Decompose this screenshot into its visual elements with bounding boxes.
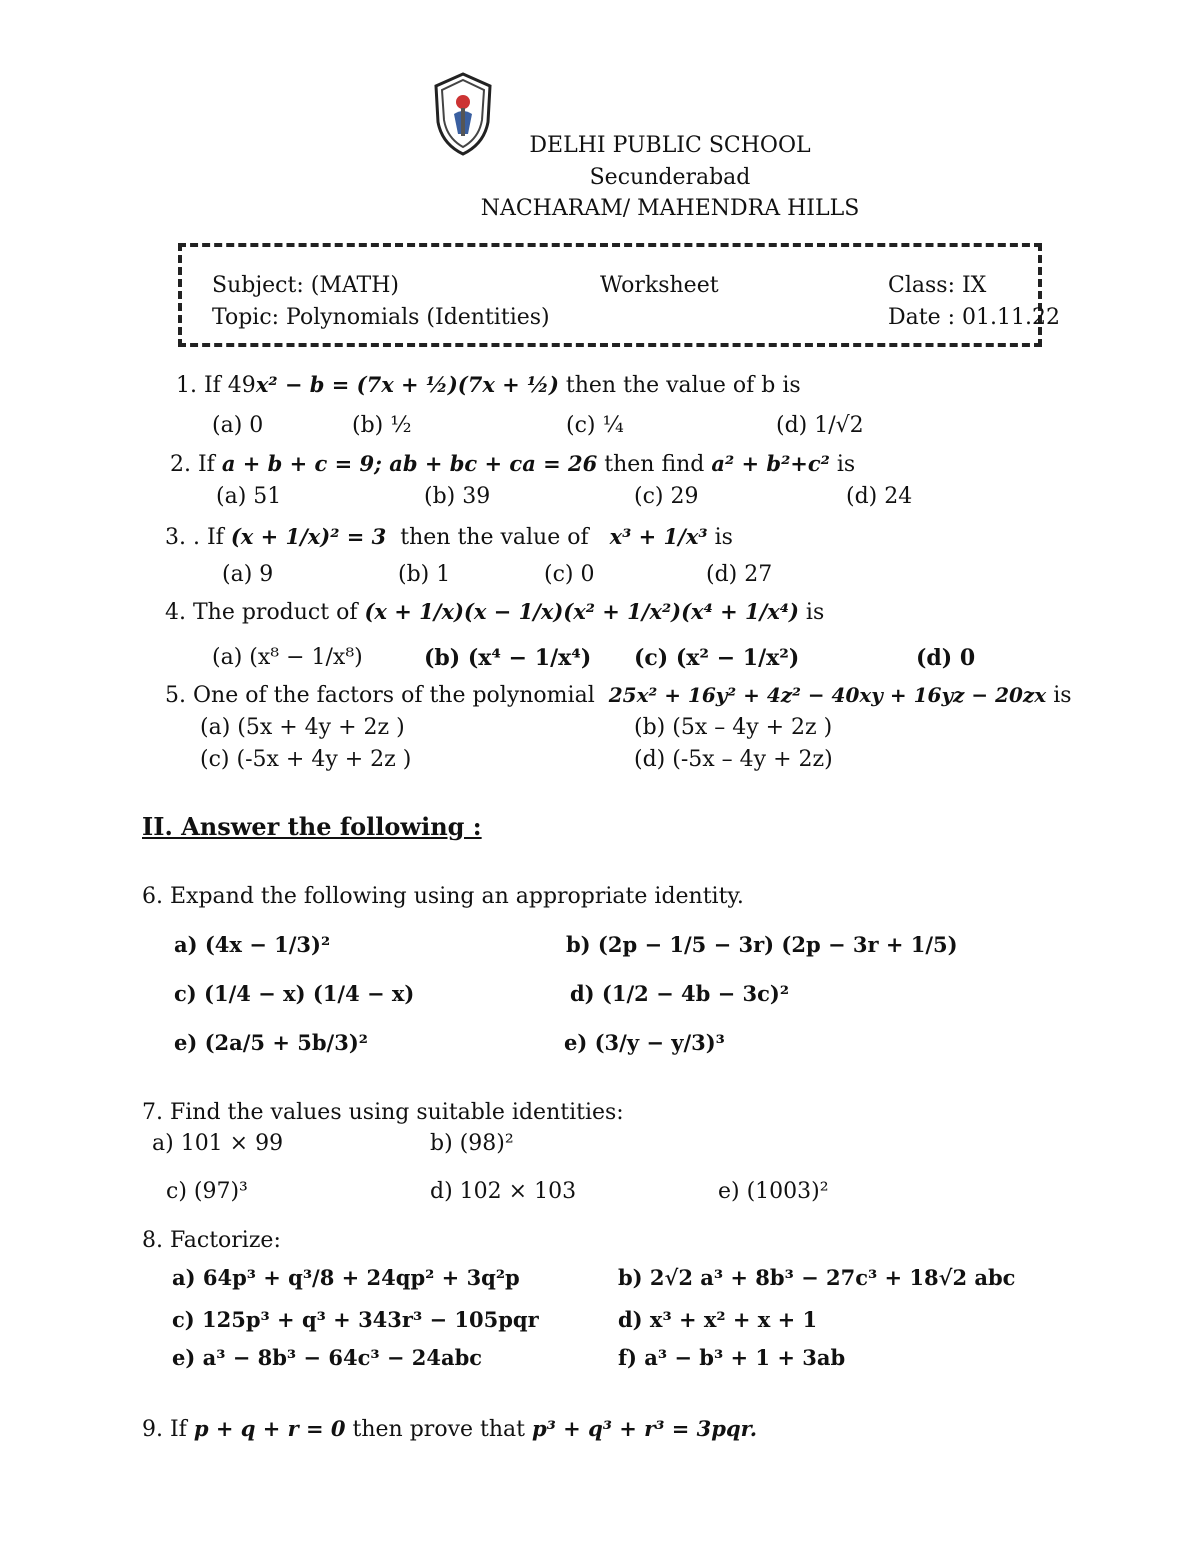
school-branch: NACHARAM/ MAHENDRA HILLS xyxy=(480,196,860,221)
q8-e: e) a³ − 8b³ − 64c³ − 24abc xyxy=(172,1345,483,1370)
q2-tail: is xyxy=(836,452,856,477)
q6-c: c) (1/4 − x) (1/4 − x) xyxy=(174,981,415,1006)
q5-expr: 25x² + 16y² + 4z² − 40xy + 16yz − 20zx xyxy=(608,683,1047,707)
q5-option-c: (c) (-5x + 4y + 2z ) xyxy=(200,747,412,772)
q9-stem xyxy=(142,1416,757,1442)
q5-option-d: (d) (-5x – 4y + 2z) xyxy=(634,747,833,772)
q9-mid: then prove that xyxy=(352,1417,525,1442)
q3-expr: (x + 1/x)² = 3 xyxy=(230,524,387,549)
q8-f: f) a³ − b³ + 1 + 3ab xyxy=(618,1345,846,1370)
q3-lead: 3. . If xyxy=(165,525,224,550)
q2-expr2: a² + b²+c² xyxy=(711,451,830,476)
q2-option-d: (d) 24 xyxy=(846,484,913,509)
q1-stem xyxy=(176,372,801,398)
q7-c: c) (97)³ xyxy=(166,1179,248,1204)
q4-option-d: (d) 0 xyxy=(916,645,976,671)
q8-a: a) 64p³ + q³/8 + 24qp² + 3q²p xyxy=(172,1265,520,1290)
q9-lead: 9. If xyxy=(142,1417,187,1442)
q3-option-d: (d) 27 xyxy=(706,562,773,587)
q7-a: a) 101 × 99 xyxy=(152,1131,284,1156)
q1-lead: 1. If 49 xyxy=(176,373,256,398)
date-label: Date : 01.11.22 xyxy=(888,305,1060,330)
q3-tail: is xyxy=(714,525,733,550)
q8-b: b) 2√2 a³ + 8b³ − 27c³ + 18√2 abc xyxy=(618,1265,1016,1290)
q9-expr2: p³ + q³ + r³ = 3pqr. xyxy=(531,1416,758,1441)
q6-title: 6. Expand the following using an appropriate identity. xyxy=(142,884,744,909)
q3-expr2: x³ + 1/x³ xyxy=(609,524,708,549)
q1-tail: then the value of b is xyxy=(565,373,801,398)
q9-expr: p + q + r = 0 xyxy=(193,1416,346,1441)
q3-option-c: (c) 0 xyxy=(544,562,595,587)
q5-tail: is xyxy=(1053,683,1072,708)
section-2-title: II. Answer the following : xyxy=(142,812,482,841)
q8-c: c) 125p³ + q³ + 343r³ − 105pqr xyxy=(172,1307,539,1332)
q2-option-c: (c) 29 xyxy=(634,484,699,509)
q4-stem xyxy=(165,599,824,625)
q1-option-d: (d) 1/√2 xyxy=(776,413,864,438)
topic-label: Topic: Polynomials (Identities) xyxy=(212,305,550,330)
q8-title: 8. Factorize: xyxy=(142,1228,281,1253)
q5-option-b: (b) (5x – 4y + 2z ) xyxy=(634,715,833,740)
q5-option-a: (a) (5x + 4y + 2z ) xyxy=(200,715,405,740)
q2-lead: 2. If xyxy=(170,452,215,477)
q6-e1: e) (2a/5 + 5b/3)² xyxy=(174,1030,368,1055)
q8-d: d) x³ + x² + x + 1 xyxy=(618,1307,818,1332)
class-label: Class: IX xyxy=(888,273,987,298)
q2-option-b: (b) 39 xyxy=(424,484,491,509)
q2-stem xyxy=(170,451,855,477)
q7-d: d) 102 × 103 xyxy=(430,1179,577,1204)
q5-stem xyxy=(165,683,1072,708)
school-name: DELHI PUBLIC SCHOOL xyxy=(529,133,811,158)
q6-b: b) (2p − 1/5 − 3r) (2p − 3r + 1/5) xyxy=(566,932,958,957)
q7-title: 7. Find the values using suitable identities: xyxy=(142,1100,624,1125)
q1-option-a: (a) 0 xyxy=(212,413,264,438)
q4-lead: 4. The product of xyxy=(165,600,358,625)
q3-option-b: (b) 1 xyxy=(398,562,451,587)
q3-stem xyxy=(165,524,733,550)
q7-b: b) (98)² xyxy=(430,1131,514,1156)
q4-tail: is xyxy=(805,600,825,625)
q7-e: e) (1003)² xyxy=(718,1179,829,1204)
q1-option-b: (b) ½ xyxy=(352,413,412,438)
q6-a: a) (4x − 1/3)² xyxy=(174,932,331,957)
q4-expr: (x + 1/x)(x − 1/x)(x² + 1/x²)(x⁴ + 1/x⁴) xyxy=(364,599,799,624)
q3-option-a: (a) 9 xyxy=(222,562,274,587)
q4-option-a: (a) (x⁸ − 1/x⁸) xyxy=(212,645,363,670)
q6-e2: e) (3/y − y/3)³ xyxy=(564,1030,725,1055)
worksheet-label: Worksheet xyxy=(600,273,719,298)
q5-lead: 5. One of the factors of the polynomial xyxy=(165,683,595,708)
q1-option-c: (c) ¼ xyxy=(566,413,624,438)
subject-label: Subject: (MATH) xyxy=(212,273,399,298)
q2-expr: a + b + c = 9; ab + bc + ca = 26 xyxy=(221,451,598,476)
q3-mid: then the value of xyxy=(400,525,589,550)
q2-mid: then find xyxy=(604,452,705,477)
school-city: Secunderabad xyxy=(589,165,751,190)
q6-d: d) (1/2 − 4b − 3c)² xyxy=(570,981,790,1006)
q4-option-c: (c) (x² − 1/x²) xyxy=(634,645,800,671)
q4-option-b: (b) (x⁴ − 1/x⁴) xyxy=(424,645,592,671)
q2-option-a: (a) 51 xyxy=(216,484,282,509)
q1-expr: x² − b = (7x + ½)(7x + ½) xyxy=(255,372,559,397)
